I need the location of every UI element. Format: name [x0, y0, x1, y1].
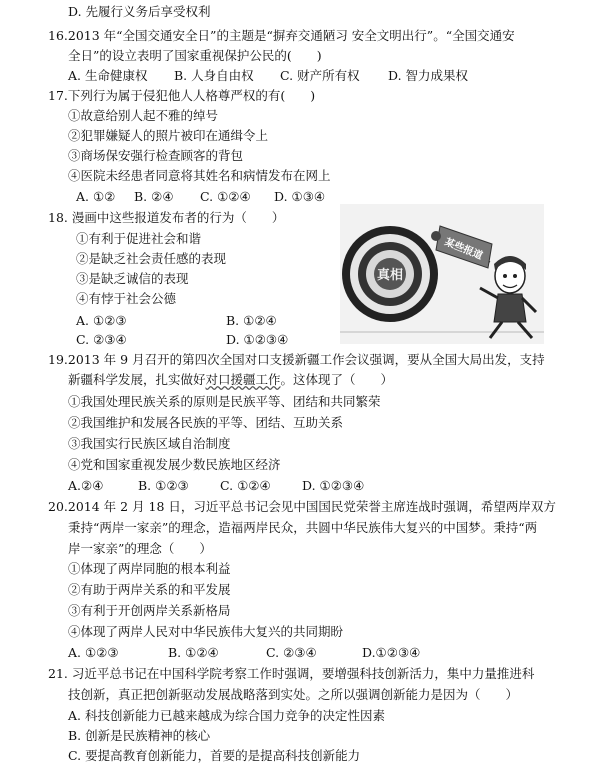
q19-stem-part-c: 。这体现了（ ）	[280, 372, 394, 387]
q16-option-c: C. 财产所有权	[280, 68, 360, 83]
q17-option-c: C. ①②④	[200, 189, 251, 204]
paper-label: 某些报道	[442, 236, 485, 262]
q18-item-1: ①有利于促进社会和谐	[76, 231, 202, 246]
q16-option-d: D. 智力成果权	[388, 68, 469, 83]
q18-options-row-1	[76, 313, 336, 329]
q18-option-a: A. ①②③	[76, 313, 127, 328]
q19-stem-part-a: 新疆科学发展，扎实做好	[68, 372, 206, 387]
q21-stem-line-1: 21. 习近平总书记在中国科学院考察工作时强调，要增强科技创新活力，集中力量推进科	[48, 666, 535, 681]
cartoon-illustration	[340, 204, 544, 344]
q21-stem-line-2: 技创新，真正把创新驱动发展战略落到实处。之所以强调创新能力是因为（ ）	[68, 687, 519, 702]
q17-item-2: ②犯罪嫌疑人的照片被印在通缉令上	[68, 128, 269, 143]
q18-item-3: ③是缺乏诚信的表现	[76, 271, 189, 286]
q18-stem: 18. 漫画中这些报道发布者的行为（ ）	[48, 210, 285, 225]
q17-option-d: D. ①③④	[274, 189, 326, 204]
q19-item-4: ④党和国家重视发展少数民族地区经济	[68, 457, 281, 472]
q18-option-d: D. ①②③④	[226, 332, 289, 347]
q21-option-b: B. 创新是民族精神的核心	[68, 728, 211, 743]
q20-item-1: ①体现了两岸同胞的根本利益	[68, 561, 231, 576]
q18-option-c: C. ②③④	[76, 332, 127, 347]
q19-option-a: A.②④	[68, 478, 104, 493]
q19-option-b: B. ①②③	[138, 478, 189, 493]
q19-stem-underlined: 对口援疆工作	[205, 372, 281, 387]
q20-option-c: C. ②③④	[266, 645, 317, 660]
q17-option-b: B. ②④	[134, 189, 174, 204]
q20-item-4: ④体现了两岸人民对中华民族伟大复兴的共同期盼	[68, 624, 344, 639]
q20-item-3: ③有利于开创两岸关系新格局	[68, 603, 231, 618]
q19-item-3: ③我国实行民族区域自治制度	[68, 436, 231, 451]
q17-item-1: ①故意给别人起不雅的绰号	[68, 108, 219, 123]
q21-option-a: A. 科技创新能力已越来越成为综合国力竞争的决定性因素	[68, 708, 385, 723]
q18-options-row-2	[76, 332, 336, 348]
q16-stem-line-2: 全日”的设立表明了国家重视保护公民的( )	[68, 48, 322, 63]
q18-option-b: B. ①②④	[226, 313, 277, 328]
q20-stem-line-3: 岸一家亲”的理念（ ）	[68, 541, 212, 556]
q16-option-a: A. 生命健康权	[68, 68, 148, 83]
q16-options	[68, 68, 548, 84]
q19-options	[68, 478, 408, 494]
q19-stem-line-1: 19.2013 年 9 月召开的第四次全国对口支援新疆工作会议强调，要从全国大局出发，支持	[48, 352, 545, 367]
q17-stem: 17.下列行为属于侵犯他人人格尊严权的有( )	[48, 88, 316, 103]
q19-option-d: D. ①②③④	[302, 478, 365, 493]
q21-option-c: C. 要提高教育创新能力，首要的是提高科技创新能力	[68, 748, 361, 763]
q20-item-2: ②有助于两岸关系的和平发展	[68, 582, 231, 597]
q17-option-a: A. ①②	[76, 189, 116, 204]
q17-item-4: ④医院未经患者同意将其姓名和病情发布在网上	[68, 168, 331, 183]
q20-option-a: A. ①②③	[68, 645, 119, 660]
q20-stem-line-1: 20.2014 年 2 月 18 日，习近平总书记会见中国国民党荣誉主席连战时强调，希望两岸双方	[48, 499, 556, 514]
q18-cartoon-image	[340, 204, 544, 344]
q20-option-b: B. ①②④	[168, 645, 219, 660]
q20-options	[68, 645, 468, 661]
q16-option-b: B. 人身自由权	[174, 68, 254, 83]
q19-item-1: ①我国处理民族关系的原则是民族平等、团结和共同繁荣	[68, 394, 381, 409]
q18-item-2: ②是缺乏社会责任感的表现	[76, 251, 227, 266]
q19-item-2: ②我国维护和发展各民族的平等、团结、互助关系	[68, 415, 344, 430]
target-label: 真相	[376, 268, 404, 283]
prev-question-option-d: D. 先履行义务后享受权利	[68, 4, 211, 19]
q20-option-d: D.①②③④	[362, 645, 421, 660]
q18-item-4: ④有悖于社会公德	[76, 291, 177, 306]
q19-option-c: C. ①②④	[220, 478, 271, 493]
q17-options	[76, 189, 376, 205]
q19-stem-line-2	[68, 372, 393, 388]
q17-item-3: ③商场保安强行检查顾客的背包	[68, 148, 244, 163]
q16-stem-line-1: 16.2013 年“全国交通安全日”的主题是“摒弃交通陋习 安全文明出行”。“全国交通安	[48, 28, 515, 43]
q20-stem-line-2: 秉持“两岸一家亲”的理念，造福两岸民众，共圆中华民族伟大复兴的中国梦。秉持“两	[68, 520, 538, 535]
